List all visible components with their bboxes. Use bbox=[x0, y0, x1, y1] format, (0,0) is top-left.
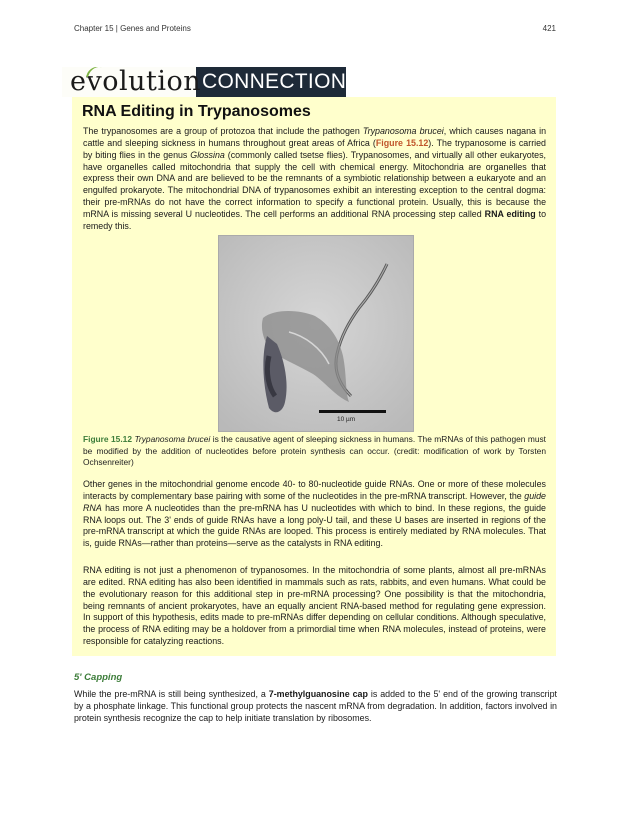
page-number: 421 bbox=[542, 24, 556, 33]
key-term: 7-methylguanosine cap bbox=[268, 689, 368, 699]
key-term: RNA editing bbox=[484, 208, 536, 219]
connection-label: CONNECTION bbox=[202, 70, 346, 93]
section-heading: 5' Capping bbox=[74, 672, 123, 683]
figure-caption: Figure 15.12 Trypanosoma brucei is the causative agent of sleeping sickness in humans. The mRNAs of this pathogen must be modified by the addition of nucleotides before protein synthesis can occur. (credit: modification of work by Torsten Ochsenreiter) bbox=[83, 434, 546, 467]
scale-bar bbox=[319, 410, 386, 413]
section-paragraph: While the pre-mRNA is still being synthesized, a 7-methylguanosine cap is added to the 5' end of the growing transcript by a phosphate linkage. This functional group protects the nascent mRNA from degradation. In addition, factors involved in protein synthesis recognize the cap to help initiate translation by ribosomes. bbox=[74, 689, 557, 723]
trypanosome-micrograph bbox=[218, 235, 414, 432]
feature-paragraph-1: The trypanosomes are a group of protozoa that include the pathogen Trypanosoma brucei, which causes nagana in cattle and sleeping sickness in humans throughout great areas of Africa (Figure 15.12). The trypanosome is carried by biting flies in the genus Glossina (commonly called tsetse flies). Trypanosomes, and virtually all other eukaryotes, have organelles called mitochondria that supply the cell with chemical energy. Mitochondria are organelles that express their own DNA and are believed to be the remnants of a symbiotic relationship between a eukaryote and an engulfed prokaryote. The mitochondrial DNA of trypanosomes exhibit an interesting exception to the central dogma: their pre-mRNAs do not have the correct information to specify a functional protein. Usually, this is because the mRNA is missing several U nucleotides. The cell performs an additional RNA processing step called RNA editing to remedy this. bbox=[83, 126, 547, 231]
evolution-logo bbox=[62, 67, 202, 97]
feature-box bbox=[72, 97, 556, 656]
caption-label: Figure 15.12 bbox=[83, 434, 132, 444]
feature-paragraph-2: Other genes in the mitochondrial genome encode 40- to 80-nucleotide guide RNAs. One or more of these molecules interacts by complementary base pairing with some of the nucleotides in the pre-mRNA transcript. However, the guide RNA has more A nucleotides than the pre-mRNA has U nucleotides with which to bind. In these regions, the guide RNA loops out. The 3' ends of guide RNAs have a long poly-U tail, and these U bases are inserted in regions of the pre-mRNA transcript at which the guide RNAs are looped. This process is entirely mediated by RNA molecules. That is, guide RNAs—rather than proteins—serve as the catalysts in RNA editing. bbox=[83, 479, 546, 549]
scale-bar-label: 10 µm bbox=[337, 416, 356, 423]
micrograph-image bbox=[219, 236, 413, 431]
chapter-label: Chapter 15 | Genes and Proteins bbox=[74, 24, 191, 33]
feature-paragraph-3: RNA editing is not just a phenomenon of trypanosomes. In the mitochondria of some plants, almost all pre-mRNAs are edited. RNA editing has also been identified in mammals such as rats, rabbits, and even humans. What could be the evolutionary reason for this additional step in pre-mRNA processing? One possibility is that the mitochondria, being remnants of ancient prokaryotes, have an equally ancient RNA-based method for regulating gene expression. In support of this hypothesis, edits made to pre-mRNAs differ depending on cellular conditions. Although speculative, the process of RNA editing may be a holdover from a primordial time when RNA molecules, instead of proteins, were responsible for catalyzing reactions. bbox=[83, 565, 546, 647]
feature-title: RNA Editing in Trypanosomes bbox=[82, 103, 311, 120]
running-header bbox=[74, 24, 556, 38]
evolution-connection-banner bbox=[62, 67, 346, 97]
evolution-wordmark: evolution bbox=[70, 67, 202, 97]
figure-link[interactable]: Figure 15.12 bbox=[375, 137, 429, 148]
